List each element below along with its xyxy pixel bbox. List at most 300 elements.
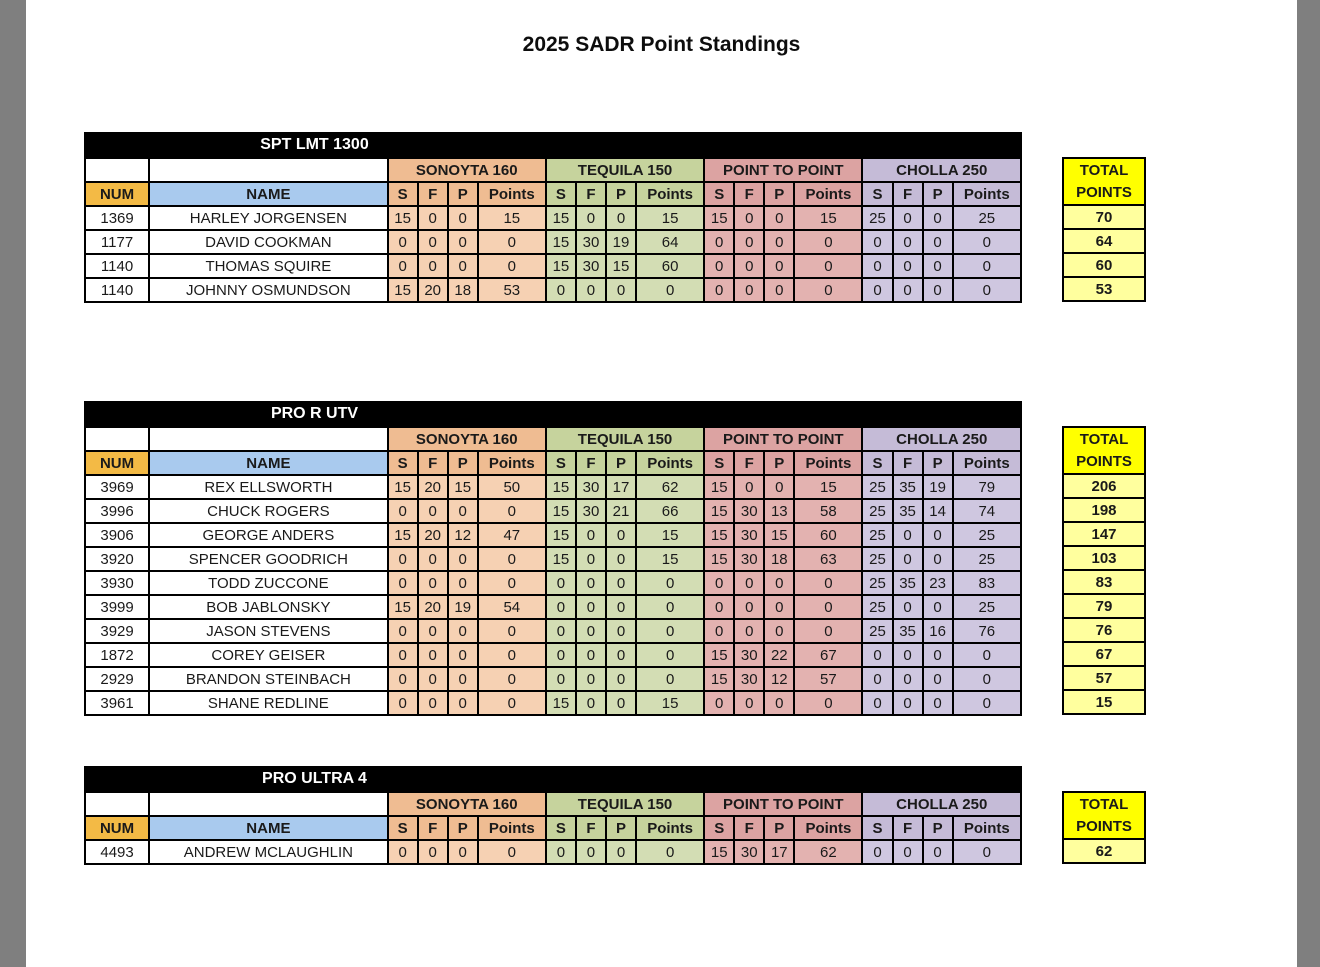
score-cell-s: 0 bbox=[388, 230, 418, 254]
total-points-cell: 79 bbox=[1063, 594, 1145, 618]
score-cell-p: 19 bbox=[606, 230, 636, 254]
race-points-cell: 0 bbox=[794, 254, 862, 278]
score-cell-s: 0 bbox=[862, 643, 892, 667]
score-cell-p: 21 bbox=[606, 499, 636, 523]
score-cell-p: 0 bbox=[606, 667, 636, 691]
total-points-cell: 206 bbox=[1063, 474, 1145, 498]
race-points-cell: 0 bbox=[794, 571, 862, 595]
col-header-p: P bbox=[923, 451, 953, 475]
race-group-header: TEQUILA 150 bbox=[546, 158, 704, 182]
score-cell-p: 0 bbox=[764, 230, 794, 254]
col-header-f: F bbox=[734, 816, 764, 840]
score-cell-f: 0 bbox=[734, 691, 764, 715]
race-points-cell: 15 bbox=[636, 523, 704, 547]
score-cell-s: 0 bbox=[546, 667, 576, 691]
col-header-points: Points bbox=[478, 451, 546, 475]
driver-number-cell: 1369 bbox=[85, 206, 149, 230]
score-cell-f: 0 bbox=[893, 547, 923, 571]
score-cell-p: 12 bbox=[448, 523, 478, 547]
driver-number-cell: 1140 bbox=[85, 278, 149, 302]
total-points-column bbox=[1062, 791, 1146, 864]
score-cell-s: 15 bbox=[546, 523, 576, 547]
score-cell-p: 15 bbox=[764, 523, 794, 547]
score-cell-p: 0 bbox=[606, 595, 636, 619]
score-cell-f: 0 bbox=[576, 595, 606, 619]
driver-row bbox=[85, 475, 1021, 499]
score-cell-s: 0 bbox=[862, 254, 892, 278]
points-table bbox=[84, 426, 1022, 716]
race-points-cell: 15 bbox=[478, 206, 546, 230]
race-points-cell: 0 bbox=[794, 278, 862, 302]
score-cell-f: 0 bbox=[418, 206, 448, 230]
driver-row bbox=[85, 547, 1021, 571]
driver-name-cell: BRANDON STEINBACH bbox=[149, 667, 387, 691]
driver-number-cell: 3999 bbox=[85, 595, 149, 619]
score-cell-p: 16 bbox=[923, 619, 953, 643]
score-cell-f: 0 bbox=[418, 691, 448, 715]
race-points-cell: 0 bbox=[953, 691, 1021, 715]
driver-number-cell: 1140 bbox=[85, 254, 149, 278]
driver-name-cell: SPENCER GOODRICH bbox=[149, 547, 387, 571]
score-cell-p: 0 bbox=[448, 571, 478, 595]
race-points-cell: 47 bbox=[478, 523, 546, 547]
driver-name-cell: GEORGE ANDERS bbox=[149, 523, 387, 547]
driver-name-cell: REX ELLSWORTH bbox=[149, 475, 387, 499]
score-cell-p: 0 bbox=[448, 206, 478, 230]
score-cell-p: 0 bbox=[923, 206, 953, 230]
score-cell-s: 25 bbox=[862, 475, 892, 499]
score-cell-p: 0 bbox=[923, 691, 953, 715]
driver-row bbox=[85, 230, 1021, 254]
blank-cell bbox=[149, 427, 387, 451]
total-points-column bbox=[1062, 157, 1146, 302]
blank-cell bbox=[149, 158, 387, 182]
class-title: PRO ULTRA 4 bbox=[262, 770, 367, 787]
race-group-header: SONOYTA 160 bbox=[388, 792, 546, 816]
driver-row bbox=[85, 619, 1021, 643]
score-cell-s: 15 bbox=[704, 475, 734, 499]
total-points-cell: 76 bbox=[1063, 618, 1145, 642]
score-cell-f: 30 bbox=[734, 547, 764, 571]
total-points-cell: 62 bbox=[1063, 839, 1145, 863]
driver-name-cell: BOB JABLONSKY bbox=[149, 595, 387, 619]
score-cell-p: 0 bbox=[448, 254, 478, 278]
race-points-cell: 0 bbox=[478, 691, 546, 715]
race-points-cell: 0 bbox=[636, 840, 704, 864]
col-header-f: F bbox=[418, 182, 448, 206]
col-header-f: F bbox=[576, 816, 606, 840]
driver-name-cell: CHUCK ROGERS bbox=[149, 499, 387, 523]
score-cell-f: 0 bbox=[576, 619, 606, 643]
score-cell-p: 0 bbox=[606, 691, 636, 715]
score-cell-s: 0 bbox=[862, 667, 892, 691]
score-cell-f: 30 bbox=[734, 840, 764, 864]
race-points-cell: 50 bbox=[478, 475, 546, 499]
score-cell-s: 25 bbox=[862, 547, 892, 571]
driver-number-cell: 3929 bbox=[85, 619, 149, 643]
col-header-points: Points bbox=[794, 182, 862, 206]
col-header-s: S bbox=[388, 182, 418, 206]
score-cell-f: 0 bbox=[734, 619, 764, 643]
col-header-points: Points bbox=[953, 182, 1021, 206]
score-cell-f: 35 bbox=[893, 571, 923, 595]
blank-cell bbox=[85, 792, 149, 816]
score-cell-s: 0 bbox=[388, 840, 418, 864]
score-cell-p: 18 bbox=[764, 547, 794, 571]
total-points-header: TOTAL POINTS bbox=[1063, 792, 1145, 839]
col-header-p: P bbox=[764, 451, 794, 475]
race-points-cell: 57 bbox=[794, 667, 862, 691]
score-cell-p: 0 bbox=[606, 278, 636, 302]
score-cell-p: 0 bbox=[606, 643, 636, 667]
score-cell-s: 0 bbox=[704, 691, 734, 715]
race-points-cell: 15 bbox=[636, 691, 704, 715]
total-points-header: TOTAL POINTS bbox=[1063, 158, 1145, 205]
score-cell-p: 0 bbox=[923, 667, 953, 691]
points-table bbox=[84, 157, 1022, 303]
score-cell-f: 0 bbox=[734, 595, 764, 619]
race-points-cell: 0 bbox=[794, 230, 862, 254]
score-cell-f: 0 bbox=[734, 206, 764, 230]
race-group-header: SONOYTA 160 bbox=[388, 158, 546, 182]
col-header-p: P bbox=[606, 451, 636, 475]
score-cell-p: 15 bbox=[448, 475, 478, 499]
score-cell-s: 0 bbox=[862, 230, 892, 254]
score-cell-p: 0 bbox=[764, 475, 794, 499]
col-header-p: P bbox=[448, 816, 478, 840]
score-cell-s: 15 bbox=[546, 475, 576, 499]
score-cell-f: 0 bbox=[418, 667, 448, 691]
score-cell-s: 15 bbox=[546, 547, 576, 571]
score-cell-f: 0 bbox=[734, 230, 764, 254]
race-points-cell: 25 bbox=[953, 206, 1021, 230]
col-header-num: NUM bbox=[85, 451, 149, 475]
col-header-points: Points bbox=[478, 816, 546, 840]
score-cell-p: 17 bbox=[764, 840, 794, 864]
race-points-cell: 0 bbox=[953, 667, 1021, 691]
driver-row bbox=[85, 643, 1021, 667]
col-header-f: F bbox=[734, 182, 764, 206]
score-cell-f: 30 bbox=[576, 230, 606, 254]
score-cell-s: 15 bbox=[388, 206, 418, 230]
driver-number-cell: 3920 bbox=[85, 547, 149, 571]
score-cell-p: 15 bbox=[606, 254, 636, 278]
total-points-cell: 15 bbox=[1063, 690, 1145, 714]
score-cell-p: 0 bbox=[923, 523, 953, 547]
class-table-pro-ultra-4 bbox=[84, 766, 1022, 865]
score-cell-s: 0 bbox=[388, 667, 418, 691]
score-cell-f: 0 bbox=[893, 667, 923, 691]
document-page bbox=[26, 0, 1297, 967]
score-cell-p: 0 bbox=[606, 571, 636, 595]
driver-number-cell: 3961 bbox=[85, 691, 149, 715]
race-points-cell: 15 bbox=[794, 475, 862, 499]
score-cell-f: 0 bbox=[734, 254, 764, 278]
score-cell-s: 0 bbox=[388, 499, 418, 523]
score-cell-p: 0 bbox=[448, 499, 478, 523]
score-cell-f: 0 bbox=[576, 278, 606, 302]
total-points-cell: 70 bbox=[1063, 205, 1145, 229]
race-points-cell: 25 bbox=[953, 547, 1021, 571]
score-cell-f: 0 bbox=[576, 643, 606, 667]
driver-name-cell: JOHNNY OSMUNDSON bbox=[149, 278, 387, 302]
race-points-cell: 0 bbox=[636, 278, 704, 302]
col-header-s: S bbox=[704, 451, 734, 475]
score-cell-s: 0 bbox=[388, 643, 418, 667]
total-points-cell: 60 bbox=[1063, 253, 1145, 277]
race-group-header: POINT TO POINT bbox=[704, 158, 862, 182]
score-cell-f: 0 bbox=[418, 254, 448, 278]
col-header-points: Points bbox=[478, 182, 546, 206]
score-cell-p: 0 bbox=[448, 667, 478, 691]
score-cell-s: 0 bbox=[388, 547, 418, 571]
race-group-header: POINT TO POINT bbox=[704, 792, 862, 816]
col-header-name: NAME bbox=[149, 182, 387, 206]
driver-number-cell: 1872 bbox=[85, 643, 149, 667]
score-cell-f: 30 bbox=[576, 475, 606, 499]
race-points-cell: 63 bbox=[794, 547, 862, 571]
race-group-header: POINT TO POINT bbox=[704, 427, 862, 451]
driver-row bbox=[85, 523, 1021, 547]
score-cell-s: 0 bbox=[546, 619, 576, 643]
score-cell-s: 0 bbox=[546, 643, 576, 667]
score-cell-p: 0 bbox=[448, 547, 478, 571]
score-cell-f: 0 bbox=[418, 840, 448, 864]
driver-name-cell: THOMAS SQUIRE bbox=[149, 254, 387, 278]
race-points-cell: 58 bbox=[794, 499, 862, 523]
race-points-cell: 0 bbox=[794, 619, 862, 643]
col-header-points: Points bbox=[794, 451, 862, 475]
driver-row bbox=[85, 499, 1021, 523]
score-cell-s: 25 bbox=[862, 595, 892, 619]
score-cell-f: 0 bbox=[576, 691, 606, 715]
col-header-s: S bbox=[546, 451, 576, 475]
score-cell-f: 0 bbox=[893, 691, 923, 715]
score-cell-f: 35 bbox=[893, 619, 923, 643]
col-header-f: F bbox=[576, 451, 606, 475]
score-cell-s: 15 bbox=[546, 254, 576, 278]
score-cell-p: 19 bbox=[923, 475, 953, 499]
score-cell-p: 0 bbox=[923, 595, 953, 619]
race-points-cell: 62 bbox=[794, 840, 862, 864]
race-points-cell: 0 bbox=[478, 619, 546, 643]
score-cell-p: 0 bbox=[923, 230, 953, 254]
col-header-s: S bbox=[388, 816, 418, 840]
race-points-cell: 0 bbox=[478, 547, 546, 571]
score-cell-p: 0 bbox=[448, 619, 478, 643]
score-cell-p: 0 bbox=[764, 278, 794, 302]
col-header-points: Points bbox=[636, 182, 704, 206]
score-cell-p: 23 bbox=[923, 571, 953, 595]
score-cell-f: 0 bbox=[893, 206, 923, 230]
score-cell-f: 0 bbox=[418, 547, 448, 571]
col-header-name: NAME bbox=[149, 816, 387, 840]
score-cell-s: 0 bbox=[388, 619, 418, 643]
score-cell-p: 0 bbox=[448, 230, 478, 254]
total-points-column bbox=[1062, 426, 1146, 715]
driver-number-cell: 2929 bbox=[85, 667, 149, 691]
score-cell-s: 25 bbox=[862, 206, 892, 230]
race-points-cell: 0 bbox=[636, 643, 704, 667]
score-cell-f: 0 bbox=[893, 254, 923, 278]
col-header-s: S bbox=[862, 182, 892, 206]
total-points-cell: 147 bbox=[1063, 522, 1145, 546]
score-cell-f: 0 bbox=[576, 667, 606, 691]
race-points-cell: 60 bbox=[794, 523, 862, 547]
col-header-s: S bbox=[546, 816, 576, 840]
score-cell-p: 0 bbox=[606, 840, 636, 864]
score-cell-p: 0 bbox=[923, 547, 953, 571]
score-cell-f: 0 bbox=[418, 619, 448, 643]
score-cell-p: 0 bbox=[764, 619, 794, 643]
driver-number-cell: 3930 bbox=[85, 571, 149, 595]
race-points-cell: 0 bbox=[478, 254, 546, 278]
race-points-cell: 0 bbox=[794, 691, 862, 715]
driver-name-cell: SHANE REDLINE bbox=[149, 691, 387, 715]
score-cell-f: 0 bbox=[893, 643, 923, 667]
race-points-cell: 83 bbox=[953, 571, 1021, 595]
score-cell-p: 0 bbox=[764, 691, 794, 715]
driver-name-cell: ANDREW MCLAUGHLIN bbox=[149, 840, 387, 864]
driver-number-cell: 4493 bbox=[85, 840, 149, 864]
score-cell-f: 0 bbox=[418, 230, 448, 254]
score-cell-p: 0 bbox=[764, 571, 794, 595]
driver-row bbox=[85, 206, 1021, 230]
score-cell-p: 0 bbox=[764, 254, 794, 278]
col-header-points: Points bbox=[953, 816, 1021, 840]
total-points-cell: 198 bbox=[1063, 498, 1145, 522]
score-cell-s: 15 bbox=[704, 667, 734, 691]
driver-name-cell: DAVID COOKMAN bbox=[149, 230, 387, 254]
score-cell-s: 0 bbox=[546, 571, 576, 595]
driver-row bbox=[85, 571, 1021, 595]
col-header-f: F bbox=[734, 451, 764, 475]
col-header-p: P bbox=[764, 182, 794, 206]
col-header-s: S bbox=[388, 451, 418, 475]
score-cell-f: 0 bbox=[418, 499, 448, 523]
score-cell-s: 15 bbox=[546, 230, 576, 254]
score-cell-f: 20 bbox=[418, 523, 448, 547]
score-cell-p: 0 bbox=[606, 619, 636, 643]
race-points-cell: 62 bbox=[636, 475, 704, 499]
race-points-cell: 0 bbox=[478, 499, 546, 523]
score-cell-s: 15 bbox=[704, 206, 734, 230]
blank-cell bbox=[85, 427, 149, 451]
race-points-cell: 0 bbox=[953, 278, 1021, 302]
col-header-s: S bbox=[862, 451, 892, 475]
driver-row bbox=[85, 667, 1021, 691]
race-points-cell: 15 bbox=[794, 206, 862, 230]
score-cell-s: 0 bbox=[388, 691, 418, 715]
race-points-cell: 76 bbox=[953, 619, 1021, 643]
score-cell-s: 15 bbox=[546, 499, 576, 523]
col-header-points: Points bbox=[953, 451, 1021, 475]
score-cell-f: 0 bbox=[576, 840, 606, 864]
col-header-p: P bbox=[606, 182, 636, 206]
score-cell-f: 0 bbox=[576, 547, 606, 571]
score-cell-f: 0 bbox=[734, 278, 764, 302]
driver-name-cell: HARLEY JORGENSEN bbox=[149, 206, 387, 230]
total-points-cell: 53 bbox=[1063, 277, 1145, 301]
driver-number-cell: 3996 bbox=[85, 499, 149, 523]
race-points-cell: 0 bbox=[636, 619, 704, 643]
score-cell-p: 19 bbox=[448, 595, 478, 619]
score-cell-f: 30 bbox=[734, 499, 764, 523]
score-cell-s: 15 bbox=[546, 206, 576, 230]
col-header-p: P bbox=[923, 182, 953, 206]
race-group-header: CHOLLA 250 bbox=[862, 158, 1021, 182]
race-points-cell: 53 bbox=[478, 278, 546, 302]
score-cell-p: 0 bbox=[606, 547, 636, 571]
score-cell-f: 0 bbox=[576, 571, 606, 595]
driver-row bbox=[85, 840, 1021, 864]
score-cell-s: 15 bbox=[704, 523, 734, 547]
score-cell-p: 17 bbox=[606, 475, 636, 499]
col-header-s: S bbox=[704, 182, 734, 206]
score-cell-s: 0 bbox=[704, 230, 734, 254]
race-points-cell: 74 bbox=[953, 499, 1021, 523]
col-header-f: F bbox=[418, 816, 448, 840]
race-points-cell: 0 bbox=[636, 595, 704, 619]
race-points-cell: 60 bbox=[636, 254, 704, 278]
score-cell-f: 0 bbox=[893, 523, 923, 547]
score-cell-f: 30 bbox=[576, 499, 606, 523]
score-cell-s: 15 bbox=[704, 643, 734, 667]
race-points-cell: 0 bbox=[953, 230, 1021, 254]
score-cell-f: 30 bbox=[576, 254, 606, 278]
score-cell-p: 13 bbox=[764, 499, 794, 523]
score-cell-f: 0 bbox=[734, 475, 764, 499]
race-group-header: CHOLLA 250 bbox=[862, 792, 1021, 816]
score-cell-p: 0 bbox=[923, 254, 953, 278]
col-header-p: P bbox=[764, 816, 794, 840]
score-cell-p: 0 bbox=[923, 840, 953, 864]
col-header-s: S bbox=[704, 816, 734, 840]
score-cell-f: 0 bbox=[893, 595, 923, 619]
class-table-pro-r-utv bbox=[84, 401, 1022, 716]
driver-number-cell: 3906 bbox=[85, 523, 149, 547]
col-header-s: S bbox=[862, 816, 892, 840]
score-cell-s: 0 bbox=[704, 595, 734, 619]
race-points-cell: 0 bbox=[478, 667, 546, 691]
class-table-spt-lmt-1300 bbox=[84, 132, 1022, 303]
col-header-f: F bbox=[576, 182, 606, 206]
score-cell-s: 0 bbox=[862, 278, 892, 302]
score-cell-f: 35 bbox=[893, 499, 923, 523]
race-points-cell: 0 bbox=[478, 840, 546, 864]
race-points-cell: 0 bbox=[478, 643, 546, 667]
driver-row bbox=[85, 595, 1021, 619]
score-cell-p: 0 bbox=[448, 643, 478, 667]
race-points-cell: 25 bbox=[953, 595, 1021, 619]
driver-number-cell: 3969 bbox=[85, 475, 149, 499]
score-cell-p: 0 bbox=[923, 643, 953, 667]
total-points-cell: 83 bbox=[1063, 570, 1145, 594]
col-header-f: F bbox=[893, 816, 923, 840]
score-cell-s: 0 bbox=[862, 691, 892, 715]
score-cell-f: 0 bbox=[893, 230, 923, 254]
page-title: 2025 SADR Point Standings bbox=[522, 33, 801, 56]
score-cell-s: 15 bbox=[546, 691, 576, 715]
score-cell-f: 30 bbox=[734, 643, 764, 667]
score-cell-s: 0 bbox=[862, 840, 892, 864]
col-header-p: P bbox=[448, 451, 478, 475]
score-cell-s: 0 bbox=[704, 619, 734, 643]
score-cell-p: 0 bbox=[448, 840, 478, 864]
score-cell-f: 0 bbox=[418, 571, 448, 595]
score-cell-s: 15 bbox=[704, 547, 734, 571]
col-header-name: NAME bbox=[149, 451, 387, 475]
